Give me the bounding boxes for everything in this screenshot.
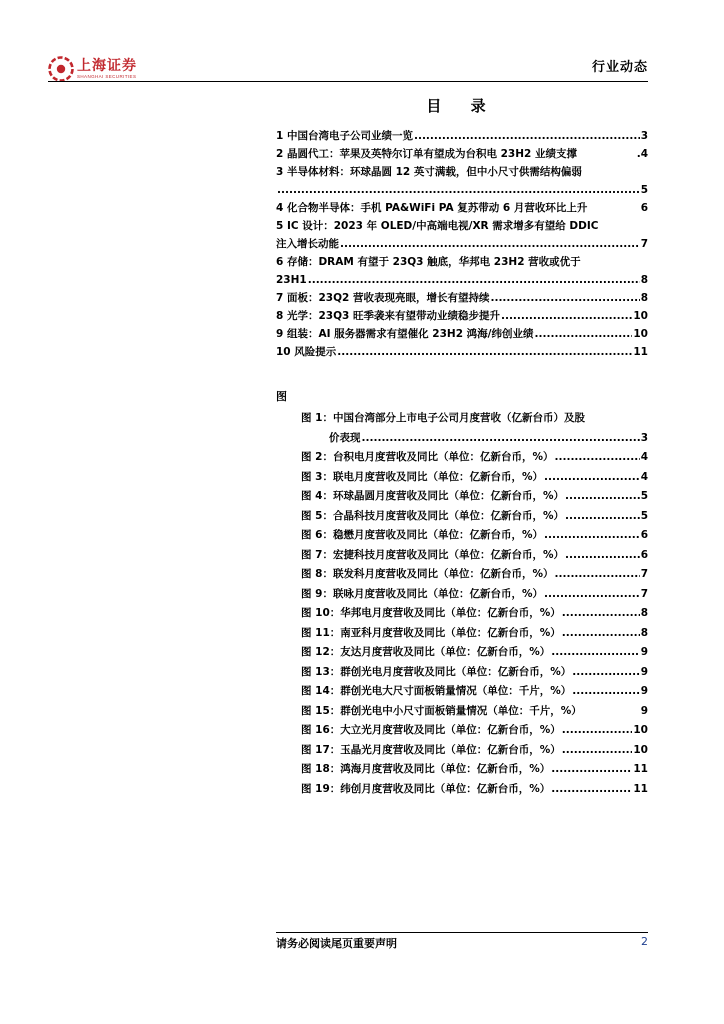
- figure-entry-5[interactable]: 图 5：合晶科技月度营收及同比（单位：亿新台币，%） ..... 5: [301, 507, 648, 527]
- report-type-label: 行业动态: [591, 60, 648, 75]
- figure-entry-3[interactable]: 图 3：联电月度营收及同比（单位：亿新台币，%） ..... 4: [301, 468, 648, 488]
- company-logo: [48, 56, 137, 82]
- toc-entry-3-cont[interactable]: ..... 5: [276, 181, 648, 199]
- toc-entry-5[interactable]: 5 IC 设计：2023 年 OLED/中高端电视/XR 需求增多有望给 DDIC: [276, 220, 599, 232]
- figure-entry-2[interactable]: 图 2：台积电月度营收及同比（单位：亿新台币，%） ..... 4: [301, 448, 648, 468]
- logo-name-cn: 上海证券: [77, 57, 137, 74]
- figure-entry-12[interactable]: 图 12：友达月度营收及同比（单位：亿新台币，%） ..... 9: [301, 643, 648, 663]
- toc-entry-1[interactable]: 1 中国台湾电子公司业绩一览 ..... 3: [276, 127, 648, 145]
- figure-entry-19[interactable]: 图 19：纬创月度营收及同比（单位：亿新台币，%） ..... 11: [301, 780, 648, 800]
- figure-entry-6[interactable]: 图 6：稳懋月度营收及同比（单位：亿新台币，%） ..... 6: [301, 526, 648, 546]
- figure-entry-9[interactable]: 图 9：联咏月度营收及同比（单位：亿新台币，%） ..... 7: [301, 585, 648, 605]
- toc-list: [276, 127, 648, 361]
- toc-entry-3[interactable]: 3 半导体材料：环球晶圆 12 英寸满载，但中小尺寸供需结构偏弱: [276, 166, 582, 178]
- figure-entry-17[interactable]: 图 17：玉晶光月度营收及同比（单位：亿新台币，%） ..... 10: [301, 741, 648, 761]
- figures-list: [301, 409, 648, 799]
- toc-entry-7[interactable]: 7 面板：23Q2 营收表现亮眼，增长有望持续 ..... 8: [276, 289, 648, 307]
- figure-entry-4[interactable]: 图 4：环球晶圆月度营收及同比（单位：亿新台币，%） ..... 5: [301, 487, 648, 507]
- logo-name-en: SHANGHAI SECURITIES: [77, 73, 137, 79]
- toc-entry-10[interactable]: 10 风险提示 ..... 11: [276, 343, 648, 361]
- figure-entry-13[interactable]: 图 13：群创光电月度营收及同比（单位：亿新台币，%） ..... 9: [301, 663, 648, 683]
- figure-entry-8[interactable]: 图 8：联发科月度营收及同比（单位：亿新台币，%） ..... 7: [301, 565, 648, 585]
- figure-entry-18[interactable]: 图 18：鸿海月度营收及同比（单位：亿新台币，%） ..... 11: [301, 760, 648, 780]
- header-divider: [48, 81, 648, 82]
- toc-entry-4[interactable]: 4 化合物半导体：手机 PA&WiFi PA 复苏带动 6 月营收环比上升 6: [276, 202, 648, 214]
- figure-entry-1[interactable]: 图 1：中国台湾部分上市电子公司月度营收（亿新台币）及股: [301, 412, 585, 424]
- toc-title: 目 录: [426, 97, 498, 115]
- figure-entry-10[interactable]: 图 10：华邦电月度营收及同比（单位：亿新台币，%） ..... 8: [301, 604, 648, 624]
- disclaimer-note: 请务必阅读尾页重要声明: [276, 937, 397, 950]
- figure-entry-7[interactable]: 图 7：宏捷科技月度营收及同比（单位：亿新台币，%） ..... 6: [301, 546, 648, 566]
- figure-entry-16[interactable]: 图 16：大立光月度营收及同比（单位：亿新台币，%） ..... 10: [301, 721, 648, 741]
- page-number: 2: [641, 935, 648, 948]
- figure-entry-14[interactable]: 图 14：群创光电大尺寸面板销量情况（单位：千片，%） ..... 9: [301, 682, 648, 702]
- toc-entry-5-cont[interactable]: 注入增长动能 ..... 7: [276, 235, 648, 253]
- figures-heading: 图: [276, 390, 287, 403]
- toc-entry-8[interactable]: 8 光学：23Q3 旺季袭来有望带动业绩稳步提升 ..... 10: [276, 307, 648, 325]
- figure-entry-15[interactable]: 图 15：群创光电中小尺寸面板销量情况（单位：千片，%） 9: [301, 704, 648, 717]
- footer-divider: [276, 932, 648, 933]
- toc-entry-6[interactable]: 6 存储：DRAM 有望于 23Q3 触底，华邦电 23H2 营收或优于: [276, 256, 581, 268]
- figure-entry-1-cont[interactable]: 价表现 ..... 3: [301, 429, 648, 449]
- toc-entry-9[interactable]: 9 组装：AI 服务器需求有望催化 23H2 鸿海/纬创业绩 ..... 10: [276, 325, 648, 343]
- page-header: [48, 50, 648, 84]
- toc-entry-2[interactable]: 2 晶圆代工：苹果及英特尔订单有望成为台积电 23H2 业绩支撑 .4: [276, 148, 648, 160]
- logo-emblem-icon: [48, 56, 74, 82]
- figure-entry-11[interactable]: 图 11：南亚科月度营收及同比（单位：亿新台币，%） ..... 8: [301, 624, 648, 644]
- toc-entry-6-cont[interactable]: 23H1 ..... 8: [276, 271, 648, 289]
